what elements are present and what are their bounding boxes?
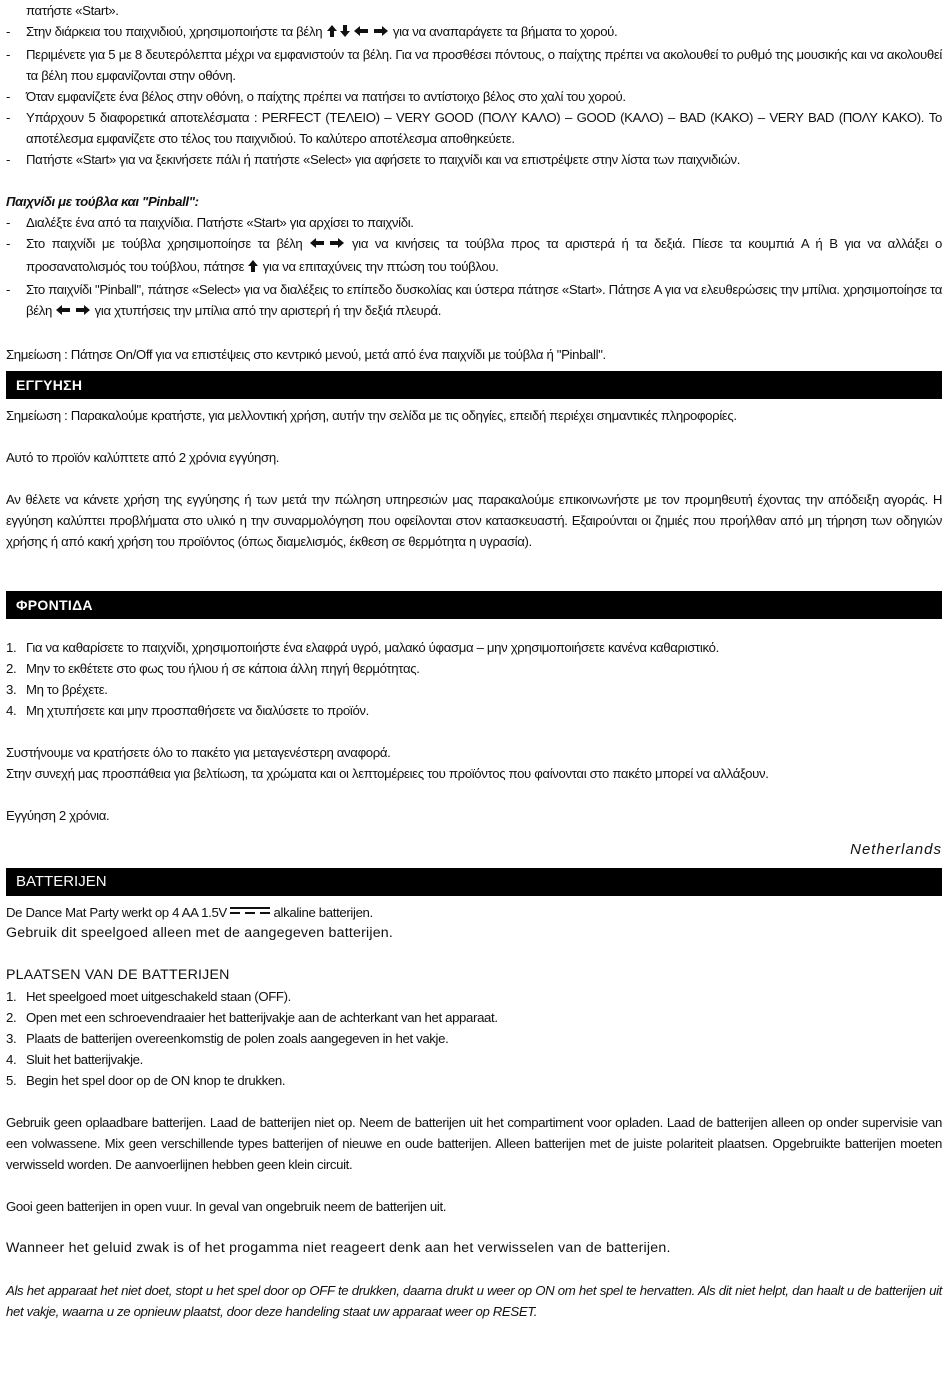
spacer — [6, 323, 942, 344]
warranty-coverage: Αυτό το προϊόν καλύπτετε από 2 χρόνια εγγύηση. — [6, 450, 280, 465]
bullet-wait: - Περιμένετε για 5 με 8 δευτερόλεπτα μέχρι να εμφανιστούν τα βέλη. Για να προσθέσει πόντους, ο παίχτης πρέπει να ακολουθεί το ρυθμό της μουσικής και να ακολουθεί τα βέλη που εμφανίζονται στην οθόνη. — [6, 44, 942, 86]
care-item: 4. Μη χτυπήσετε και μην προσπαθήσετε να διαλύσετε το προϊόν. — [6, 703, 369, 718]
spacer — [6, 1217, 942, 1238]
warranty-years: Εγγύηση 2 χρόνια. — [6, 808, 110, 823]
bullet-pinball-game: - Στο παιχνίδι "Pinball", πάτησε «Select» για να διαλέξεις το επίπεδο δυσκολίας και ύστερα πάτησε «Start». Πάτησε A για να ελευθερώσεις την μπίλια. χρησιμοποίησε τα βέλη για χτυπήσεις την μπίλια από την αριστερή ή την δεξιά πλευρά. — [6, 279, 942, 323]
batteries-heading: BATTERIJEN — [6, 868, 942, 896]
care-heading: ΦΡΟΝΤΙΔΑ — [6, 591, 942, 619]
battery-step: 5. Begin het spel door op de ON knop te drukken. — [6, 1073, 286, 1088]
spacer — [6, 468, 942, 489]
spacer — [6, 426, 942, 447]
left-right-arrows-icon — [55, 302, 91, 323]
reset-note: Als het apparaat het niet doet, stopt u het spel door op OFF te drukken, daarna drukt u weer op ON om het spel te hervatten. Als dit niet helpt, dan haalt u de batterijen uit het vakje, waarna u ze opnieuw plaatst, door deze handeling staat uw apparaat weer op RESET. — [6, 1283, 942, 1319]
four-arrows-icon — [326, 23, 390, 44]
battery-step: 1. Het speelgoed moet uitgeschakeld staan (OFF). — [6, 989, 291, 1004]
menu-note: Σημείωση : Πάτησε On/Off για να επιστέψεις στο κεντρικό μενού, μετά από ένα παιχνίδι με τούβλα ή "Pinball". — [6, 347, 606, 362]
battery-usage: Gebruik dit speelgoed alleen met de aangegeven batterijen. — [6, 925, 394, 941]
spacer — [6, 1259, 942, 1280]
left-right-arrows-icon — [309, 235, 345, 256]
spacer — [6, 170, 942, 191]
care-item: 2. Μην το εκθέτετε στο φως του ήλιου ή σε κάποια άλλη πηγή θερμότητας. — [6, 661, 420, 676]
battery-step: 3. Plaats de batterijen overeenkomstig de polen zoals aangegeven in het vakje. — [6, 1031, 449, 1046]
warranty-heading: ΕΓΓΥΗΣΗ — [6, 371, 942, 399]
bullet-arrows: - Στην διάρκεια του παιχνιδιού, χρησιμοποιήστε τα βέλη για να αναπαράγετε τα βήματα το χορού. — [6, 21, 942, 44]
spacer — [6, 826, 942, 838]
intro-line: πατήστε «Start». — [26, 3, 119, 18]
bullet-brick-game: - Στο παιχνίδι με τούβλα χρησιμοποίησε τα βέλη για να κινήσεις τα τούβλα προς τα αριστερά ή τα δεξιά. Πίεσε τα κουμπιά A ή B για να αλλάξει ο προσανατολισμός του τούβλου, πάτησε για να επιταχύνεις την πτώση του τούβλου. — [6, 233, 942, 279]
bullet-choose-game: - Διαλέξτε ένα από τα παιχνίδια. Πατήστε «Start» για αρχίσει το παιχνίδι. — [6, 212, 942, 233]
keep-package-text: Συστήνουμε να κρατήσετε όλο το πακέτο για μεταγενέστερη αναφορά. — [6, 745, 391, 760]
dc-symbol-icon — [230, 902, 270, 923]
up-arrow-icon — [247, 258, 259, 279]
spacer — [6, 552, 942, 573]
bullet-results: - Υπάρχουν 5 διαφορετικά αποτελέσματα : PERFECT (ΤΕΛΕΙΟ) – VERY GOOD (ΠΟΛΥ ΚΑΛΟ) – GOOD (ΚΑΛΟ) – BAD (ΚΑΚΟ) – VERY BAD (ΠΟΛΥ ΚΑΚΟ). Το αποτέλεσμα εμφανίζετε στο τέλος του παιχνιδιού. Το καλύτερο αποτέλεσμα αποθηκεύετε. — [6, 107, 942, 149]
spacer — [6, 1091, 942, 1112]
spacer — [6, 784, 942, 805]
bullet-restart: - Πατήστε «Start» για να ξεκινήσετε πάλι ή πατήστε «Select» για αφήσετε το παιχνίδι και να επιστρέψετε στην λίστα των παιχνιδιών. — [6, 149, 942, 170]
spacer — [6, 1175, 942, 1196]
brick-pinball-title: Παιχνίδι με τούβλα και "Pinball": — [6, 194, 199, 209]
battery-spec: De Dance Mat Party werkt op 4 AA 1.5V alkaline batterijen. — [6, 902, 942, 923]
improvement-text: Στην συνεχή μας προσπάθεια για βελτίωση, τα χρώματα και οι λεπτομέρειες του προϊόντος που φαίνονται στο πακέτο μπορεί να αλλάξουν. — [6, 766, 769, 781]
warranty-details: Αν θέλετε να κάνετε χρήση της εγγύησης ή των μετά την πώληση υπηρεσιών μας παρακαλούμε επικοινωνήστε με τον προμηθευτή έχοντας την απόδειξη αγοράς. Η εγγύηση καλύπτει προβλήματα στο υλικό η την συναρμολόγηση που οφείλονται στον κατασκευαστή. Εξαιρούνται οι ζημιές που προήλθαν από μη τήρηση των οδηγιών χρήσης ή από κακή χρήση του προϊόντος (όπως διαμελισμός, έκθεση σε θερμότητα η υγρασία). — [6, 492, 942, 549]
care-item: 3. Μη το βρέχετε. — [6, 682, 108, 697]
weak-sound-note: Wanneer het geluid zwak is of het progamma niet reageert denk aan het verwisselen van de batterijen. — [6, 1240, 671, 1256]
warranty-note: Σημείωση : Παρακαλούμε κρατήστε, για μελλοντική χρήση, αυτήν την σελίδα με τις οδηγίες, επειδή περιέχει σημαντικές πληροφορίες. — [6, 408, 737, 423]
placing-title: PLAATSEN VAN DE BATTERIJEN — [6, 967, 230, 983]
bullet-arrow-press: - Όταν εμφανίζετε ένα βέλος στην οθόνη, ο παίχτης πρέπει να πατήσει το αντίστοιχο βέλος στο χαλί του χορού. — [6, 86, 942, 107]
manual-page — [6, 0, 942, 1322]
battery-step: 2. Open met een schroevendraaier het batterijvakje aan de achterkant van het apparaat. — [6, 1010, 498, 1025]
spacer — [6, 573, 942, 585]
care-item: 1. Για να καθαρίσετε το παιχνίδι, χρησιμοποιήστε ένα ελαφρά υγρό, μαλακό ύφασμα – μην χρησιμοποιήσετε κανένα καθαριστικό. — [6, 640, 719, 655]
spacer — [6, 944, 942, 965]
battery-step: 4. Sluit het batterijvakje. — [6, 1052, 143, 1067]
spacer — [6, 721, 942, 742]
spacer — [6, 625, 942, 637]
battery-warning: Gebruik geen oplaadbare batterijen. Laad de batterijen niet op. Neem de batterijen uit het compartiment voor opladen. Laad de batterijen alleen op onder supervisie van een volwassene. Mix geen verschillende types batterijen of nieuwe en oude batterijen. Alleen batterijen met de juiste polariteit plaatsen. Opgebruikte batterijen moeten verwisseld worden. De aanvoerlijnen hebben geen klein circuit. — [6, 1115, 942, 1172]
country-label: Netherlands — [850, 841, 942, 858]
battery-fire-warning: Gooi geen batterijen in open vuur. In geval van ongebruik neem de batterijen uit. — [6, 1199, 447, 1214]
